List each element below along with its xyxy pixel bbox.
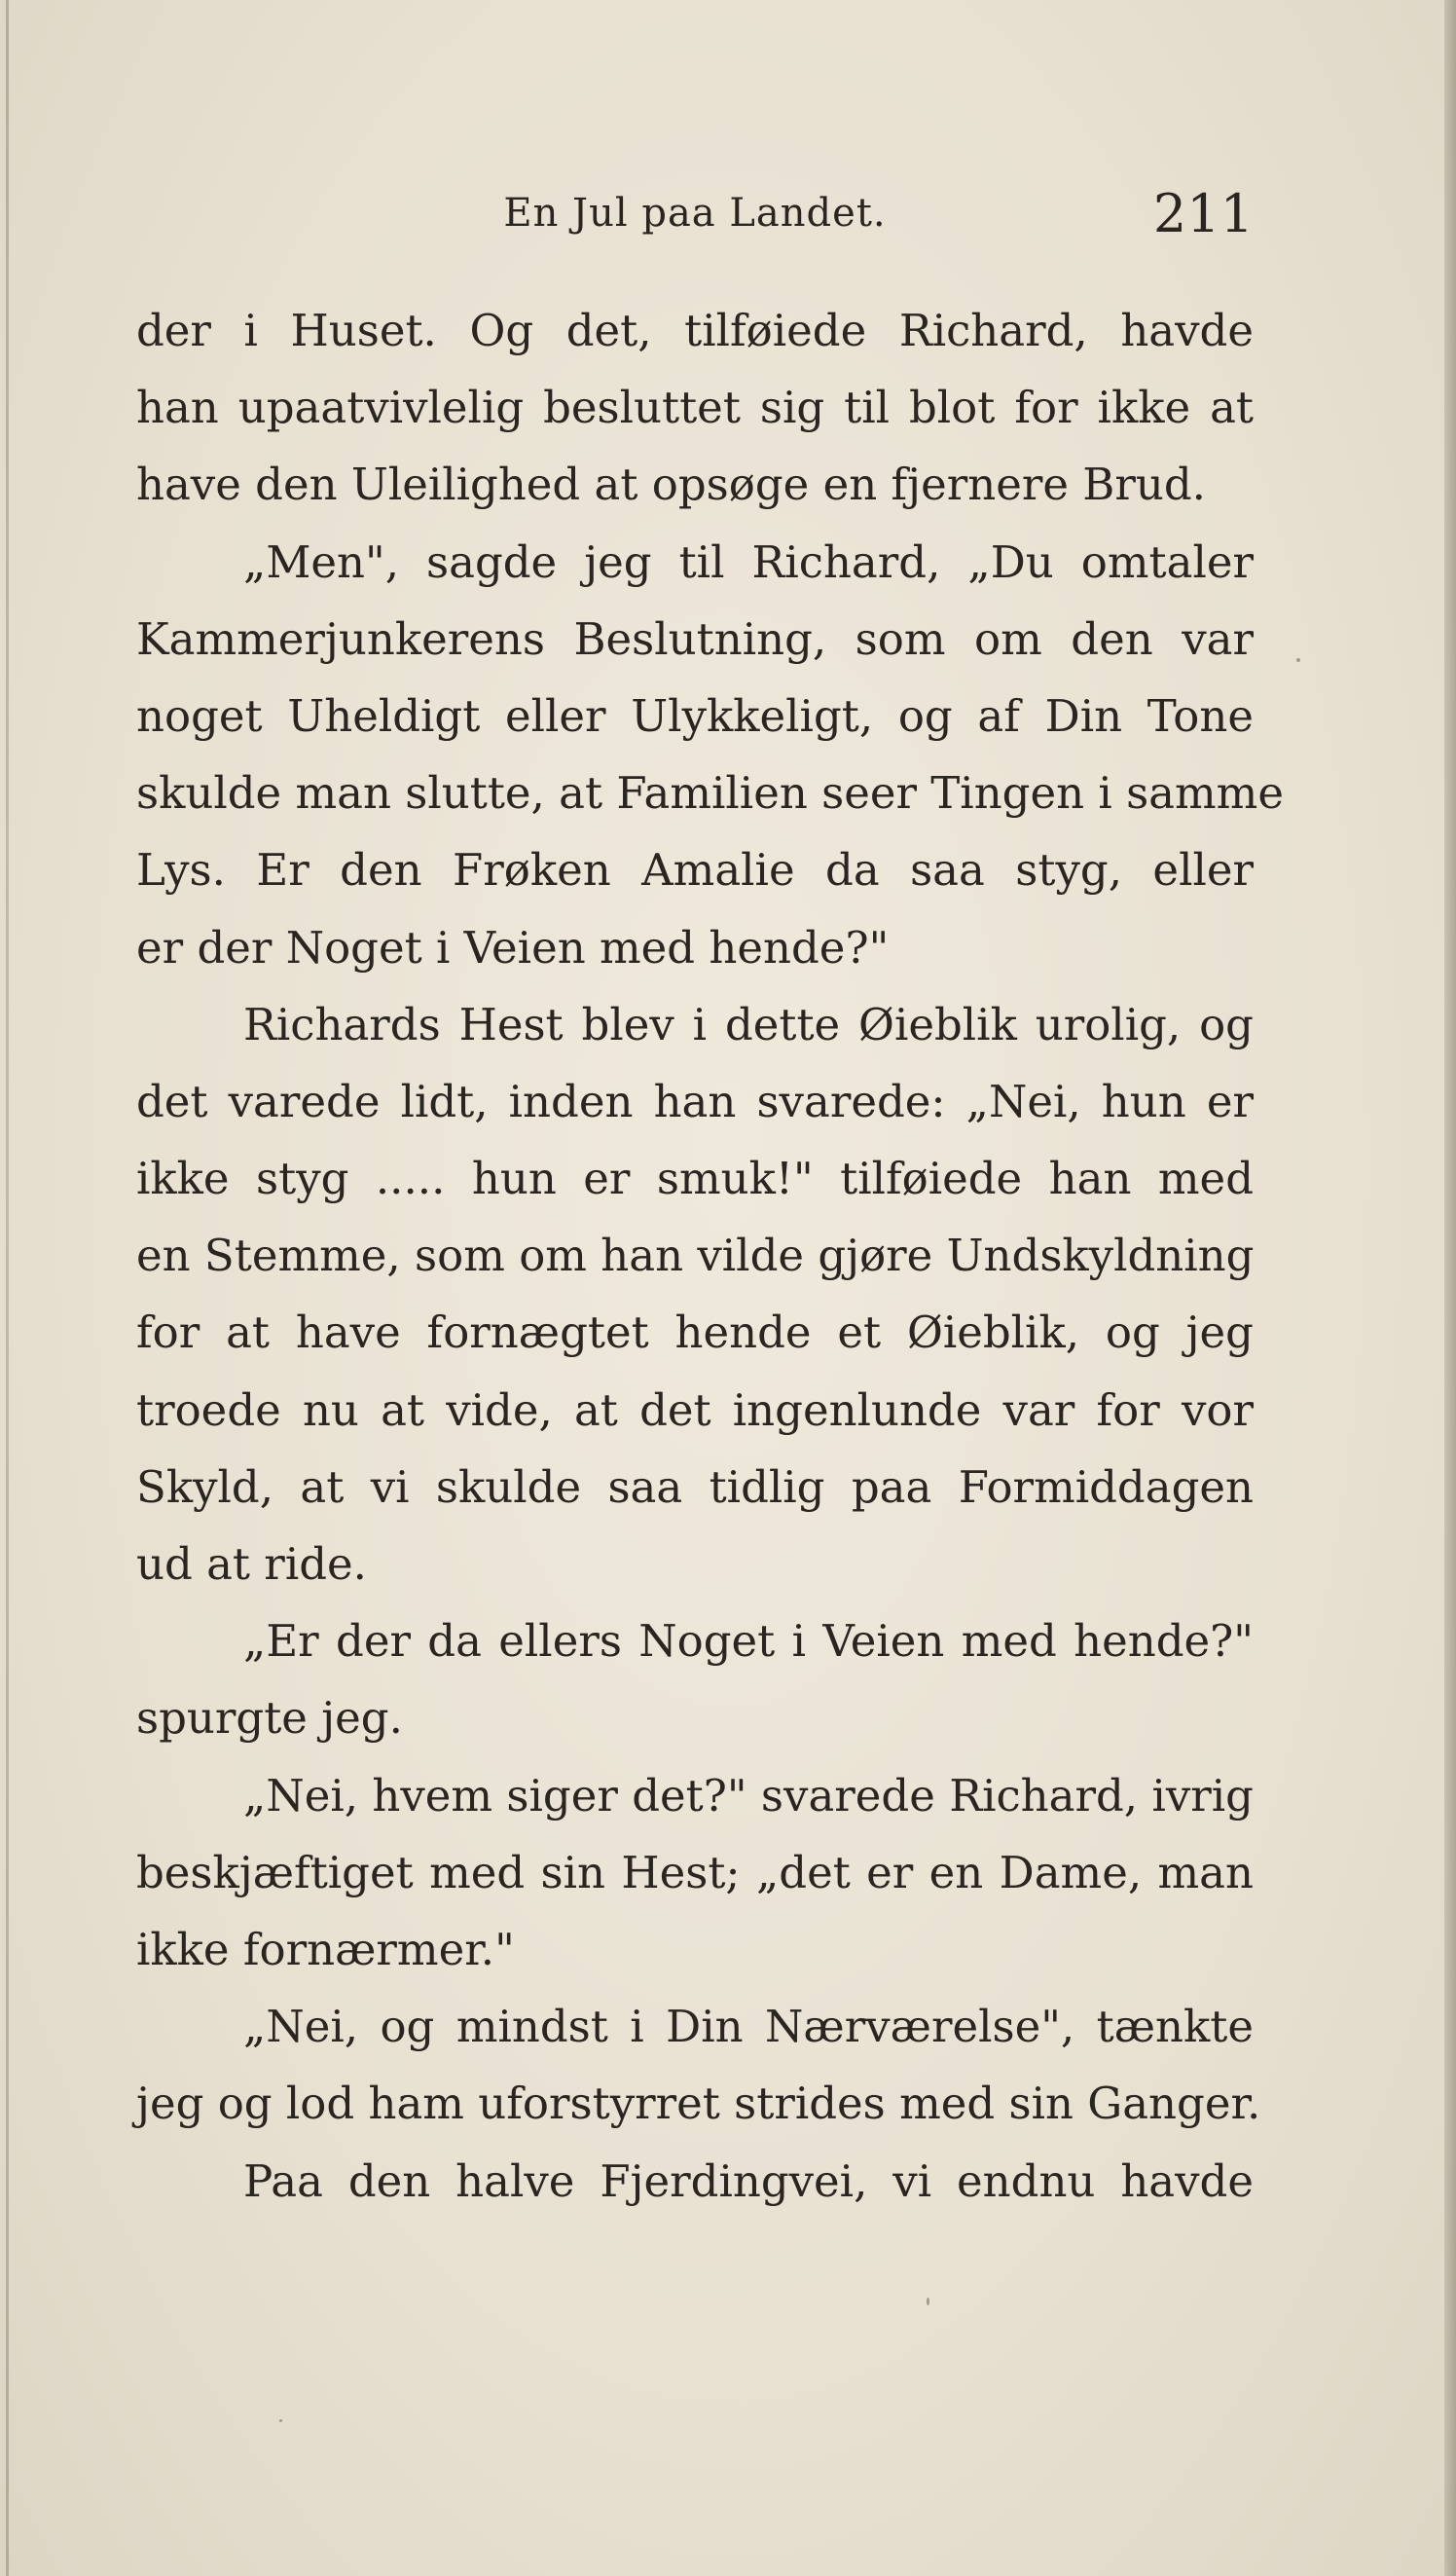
page-left-edge — [6, 0, 9, 2576]
running-title: En Jul paa Landet. — [503, 191, 887, 236]
text-line: ikke fornærmer." — [136, 1923, 515, 1975]
page-header — [136, 183, 1254, 251]
text-line: Paa den halve Fjerdingvei, vi endnu havde — [243, 2154, 1254, 2207]
text-line: ikke styg ..... hun er smuk!" tilføiede han med — [136, 1153, 1254, 1205]
paper-speck — [927, 2298, 929, 2305]
text-line: have den Uleilighed at opsøge en fjernere Brud. — [136, 459, 1206, 511]
text-line: ud at ride. — [136, 1538, 367, 1590]
text-line: er der Noget i Veien med hende?" — [136, 921, 890, 974]
text-line: noget Uheldigt eller Ulykkeligt, og af Din Tone — [136, 689, 1254, 742]
text-line: Lys. Er den Frøken Amalie da saa styg, eller — [136, 844, 1254, 897]
paper-speck — [1296, 658, 1300, 662]
paper-speck — [279, 2419, 282, 2422]
text-line: der i Huset. Og det, tilføiede Richard, havde — [136, 305, 1254, 356]
text-line: en Stemme, som om han vilde gjøre Undskyldning — [136, 1230, 1255, 1282]
text-line: Skyld, at vi skulde saa tidlig paa Formiddagen — [136, 1460, 1254, 1513]
text-line: „Nei, og mindst i Din Nærværelse", tænkte — [243, 2001, 1254, 2053]
text-line: „Nei, hvem siger det?" svarede Richard, ivrig — [243, 1769, 1254, 1822]
text-line: Kammerjunkerens Beslutning, som om den var — [136, 612, 1254, 665]
text-line: skulde man slutte, at Familien seer Tingen i samme — [136, 767, 1284, 820]
page-right-edge — [1444, 0, 1456, 2576]
text-line: „Men", sagde jeg til Richard, „Du omtaler — [243, 535, 1254, 588]
text-line: spurgte jeg. — [136, 1692, 403, 1745]
text-line: beskjæftiget med sin Hest; „det er en Dame, man — [136, 1846, 1254, 1898]
page-number: 211 — [1152, 183, 1254, 244]
text-line: han upaatvivlelig besluttet sig til blot for ikke at — [136, 382, 1254, 434]
text-line: troede nu at vide, at det ingenlunde var for vor — [136, 1383, 1254, 1436]
text-line: jeg og lod ham uforstyrret strides med sin Ganger. — [136, 2078, 1261, 2130]
body-text — [136, 292, 1284, 2220]
text-line: „Er der da ellers Noget i Veien med hende?" — [243, 1615, 1254, 1668]
text-line: Richards Hest blev i dette Øieblik urolig, og — [243, 998, 1254, 1050]
text-line: det varede lidt, inden han svarede: „Nei, hun er — [136, 1075, 1254, 1127]
text-line: for at have fornægtet hende et Øieblik, og jeg — [136, 1306, 1254, 1359]
